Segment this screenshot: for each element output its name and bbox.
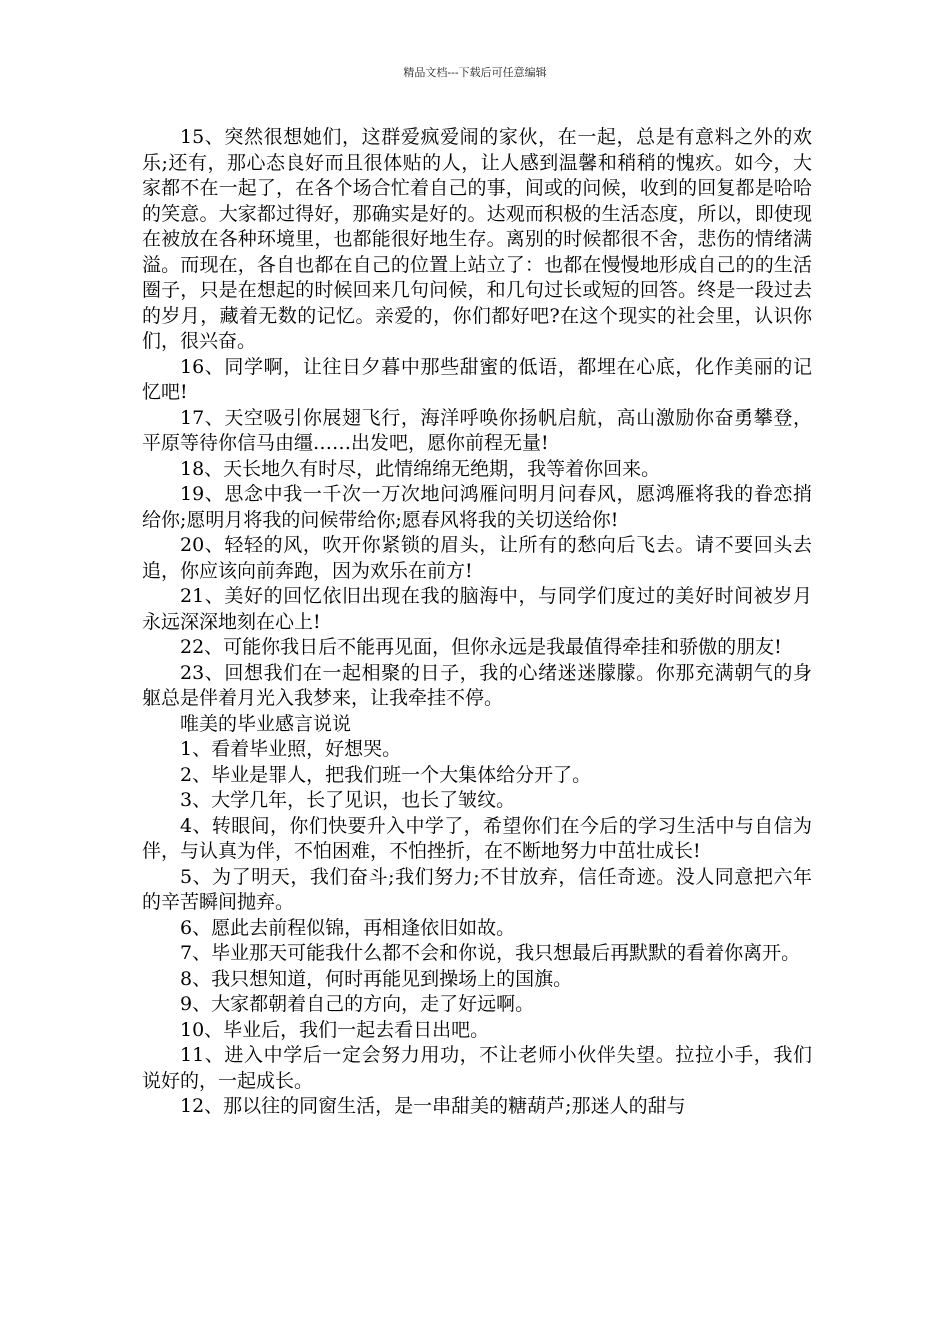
- paragraph-17: 17、天空吸引你展翅飞行，海洋呼唤你扬帆启航，高山激励你奋勇攀登，平原等待你信马由缰……出发吧，愿你前程无量!: [142, 406, 812, 454]
- paragraph-20: 20、轻轻的风，吹开你紧锁的眉头，让所有的愁向后飞去。请不要回头去追，你应该向前奔跑，因为欢乐在前方!: [142, 534, 812, 582]
- paragraph-23: 23、回想我们在一起相聚的日子，我的心绪迷迷朦朦。你那充满朝气的身躯总是伴着月光入我梦来，让我牵挂不停。: [142, 661, 812, 709]
- paragraph-21: 21、美好的回忆依旧出现在我的脑海中，与同学们度过的美好时间被岁月永远深深地刻在心上!: [142, 585, 812, 633]
- list-item-6: 6、愿此去前程似锦，再相逢依旧如故。: [180, 916, 516, 939]
- paragraph-19: 19、思念中我一千次一万次地问鸿雁问明月问春风，愿鸿雁将我的眷恋捎给你;愿明月将我的问候带给你;愿春风将我的关切送给你!: [142, 483, 812, 531]
- document-body: [142, 125, 812, 1120]
- list-item-9: 9、大家都朝着自己的方向，走了好远啊。: [180, 993, 535, 1015]
- list-item-3: 3、大学几年，长了见识，也长了皱纹。: [180, 789, 516, 811]
- list-item-1: 1、看着毕业照，好想哭。: [180, 738, 402, 760]
- list-item-10: 10、毕业后，我们一起去看日出吧。: [180, 1018, 490, 1041]
- paragraph-16: 16、同学啊，让往日夕暮中那些甜蜜的低语，都埋在心底，化作美丽的记忆吧!: [142, 355, 812, 403]
- list-item-12: 12、那以往的同窗生活，是一串甜美的糖葫芦;那迷人的甜与: [180, 1095, 686, 1117]
- paragraph-22: 22、可能你我日后不能再见面，但你永远是我最值得牵挂和骄傲的朋友!: [180, 636, 782, 658]
- list-item-7: 7、毕业那天可能我什么都不会和你说，我只想最后再默默的看着你离开。: [180, 942, 801, 964]
- list-item-5: 5、为了明天，我们奋斗;我们努力;不甘放弃，信任奇迹。没人同意把六年的辛苦瞬间抛弃。: [142, 865, 812, 913]
- paragraph-18: 18、天长地久有时尽，此情绵绵无绝期，我等着你回来。: [180, 457, 661, 480]
- list-item-4: 4、转眼间，你们快要升入中学了，希望你们在今后的学习生活中与自信为伴，与认真为伴，不怕困难，不怕挫折，在不断地努力中茁壮成长!: [142, 814, 812, 862]
- list-item-2: 2、毕业是罪人，把我们班一个大集体给分开了。: [180, 763, 592, 786]
- section-heading: 唯美的毕业感言说说: [180, 712, 352, 735]
- list-item-8: 8、我只想知道，何时再能见到操场上的国旗。: [180, 967, 573, 990]
- page-header: 精品文档---下载后可任意编辑: [403, 66, 547, 79]
- list-item-11: 11、进入中学后一定会努力用功，不让老师小伙伴失望。拉拉小手，我们说好的，一起成长。: [142, 1044, 812, 1092]
- paragraph-15: 15、突然很想她们，这群爱疯爱闹的家伙，在一起，总是有意料之外的欢乐;还有，那心态良好而且很体贴的人，让人感到温馨和稍稍的愧疚。如今，大家都不在一起了，在各个场合忙着自己的事，间或的问候，收到的回复都是哈哈的笑意。大家都过得好，那确实是好的。达观而积极的生活态度，所以，即使现在被放在各种环境里，也都能很好地生存。离别的时候都很不舍，悲伤的情绪满溢。而现在，各自也都在自己的位置上站立了：也都在慢慢地形成自己的的生活圈子，只是在想起的时候回来几句问候，和几句过长或短的回答。终是一段过去的岁月，藏着无数的记忆。亲爱的，你们都好吧?在这个现实的社会里，认识你们，很兴奋。: [142, 126, 812, 352]
